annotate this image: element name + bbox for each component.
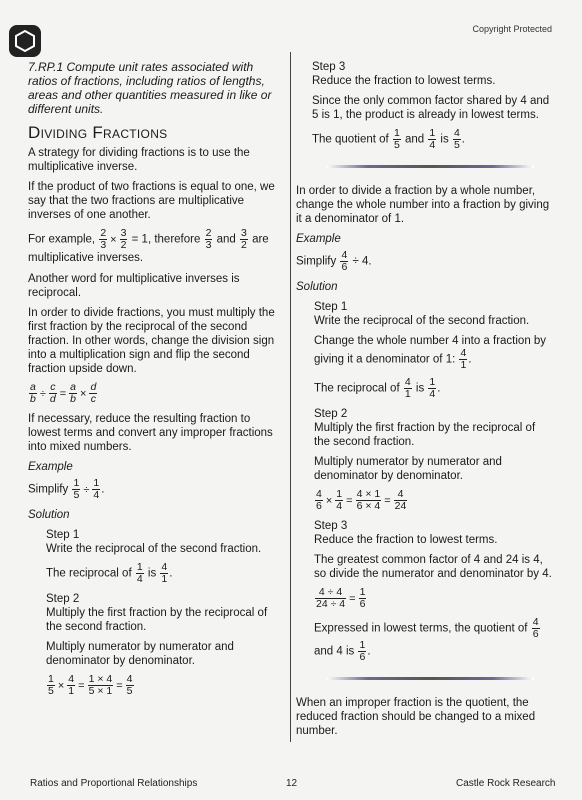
example-problem: Simplify $\frac{4}{6}$ ÷ 4. <box>296 249 372 273</box>
step-text: Write the reciprocal of the second fraction. <box>46 543 262 555</box>
solution-label: Solution <box>28 509 70 521</box>
left-column <box>28 60 278 704</box>
reciprocal-line: The reciprocal of $\frac{1}{4}$ is $\frac{4}{1}$ . <box>46 561 173 585</box>
copyright-notice: Copyright Protected <box>472 24 552 34</box>
final-quotient-line: Expressed in lowest terms, the quotient of $\frac{4}{6}$ and 4 is $\frac{1}{6}$ . <box>314 616 539 663</box>
solution-label: Solution <box>296 281 338 293</box>
footer-publisher: Castle Rock Research <box>456 778 556 789</box>
paragraph: In order to divide fractions, you must multiply the first fraction by the reciprocal of the second fraction. In other words, change the division sign into a multiplication sign and flip the second fraction upside down. <box>28 307 275 375</box>
left-example-continued <box>312 60 554 151</box>
column-divider <box>290 52 291 742</box>
reciprocal-line: The reciprocal of $\frac{4}{1}$ is $\frac{1}{4}$ . <box>314 376 441 400</box>
paragraph: If necessary, reduce the resulting fraction to lowest terms and convert any improper fractions into mixed numbers. <box>28 413 273 453</box>
paragraph: When an improper fraction is the quotient, the reduced fraction should be changed to a mixed number. <box>296 697 536 737</box>
step-text: Write the reciprocal of the second fraction. <box>314 315 530 327</box>
product-line: $\frac{1}{5}$ × $\frac{4}{1}$ = $\frac{1 \times 4}{5 \times 1}$ = $\frac{4}{5}$ <box>48 673 133 697</box>
section-title: Dividing Fractions <box>28 123 168 142</box>
step-title: Step 2 <box>314 408 348 420</box>
whole-number-line: Change the whole number 4 into a fraction by giving it a denominator of 1: $\frac{4}{1}$ . <box>314 335 547 371</box>
solution-steps <box>46 528 278 697</box>
step-title: Step 1 <box>46 529 80 541</box>
section-separator <box>326 677 534 680</box>
paragraph: In order to divide a fraction by a whole number, change the whole number into a fraction by giving it a denominator of 1. <box>296 185 550 225</box>
step-text: Multiply numerator by numerator and denominator by denominator. <box>314 456 502 482</box>
solution-steps <box>314 300 554 663</box>
reduce-line: $\frac{4 \div 4}{24 \div 4}$ = $\frac{1}{6}$ <box>316 586 366 610</box>
footer-unit-title: Ratios and Proportional Relationships <box>30 778 198 789</box>
hexagon-logo-icon <box>8 24 42 58</box>
section-separator <box>326 165 534 168</box>
step-text: Reduce the fraction to lowest terms. <box>312 75 496 87</box>
example-label: Example <box>28 461 73 473</box>
example-problem: Simplify $\frac{1}{5}$ ÷ $\frac{1}{4}$ . <box>28 477 105 501</box>
example-inline: For example, $\frac{2}{3}$ × $\frac{3}{2}$ = 1, therefore $\frac{2}{3}$ and $\frac{3}{2}$ are multiplicative inverses. <box>28 227 269 264</box>
division-rule: $\frac{a}{b}$ ÷ $\frac{c}{d}$ = $\frac{a}{b}$ × $\frac{d}{c}$ <box>30 381 97 405</box>
paragraph: If the product of two fractions is equal to one, we say that the two fractions are multiplicative inverses of one another. <box>28 181 275 221</box>
step-title: Step 3 <box>314 520 348 532</box>
example-label: Example <box>296 233 341 245</box>
step-title: Step 1 <box>314 301 348 313</box>
step-text: Since the only common factor shared by 4 and 5 is 1, the product is already in lowest terms. <box>312 95 550 121</box>
product-line: $\frac{4}{6}$ × $\frac{1}{4}$ = $\frac{4 \times 1}{6 \times 4}$ = $\frac{4}{24}$ <box>316 488 407 512</box>
page-number: 12 <box>286 778 298 789</box>
standard-text: 7.RP.1 Compute unit rates associated with ratios of fractions, including ratios of lengths, areas and other quantities measured in like or different units. <box>28 60 272 116</box>
step-text: The greatest common factor of 4 and 24 is 4, so divide the numerator and denominator by 4. <box>314 554 552 580</box>
step-text: Multiply numerator by numerator and denominator by denominator. <box>46 641 234 667</box>
step-text: Multiply the first fraction by the reciprocal of the second fraction. <box>314 422 536 448</box>
quotient-line: The quotient of $\frac{1}{5}$ and $\frac{1}{4}$ is $\frac{4}{5}$ . <box>312 127 465 151</box>
step-text: Reduce the fraction to lowest terms. <box>314 534 498 546</box>
paragraph: A strategy for dividing fractions is to use the multiplicative inverse. <box>28 147 250 173</box>
step-title: Step 2 <box>46 593 80 605</box>
paragraph: Another word for multiplicative inverses is reciprocal. <box>28 273 240 299</box>
right-column <box>296 60 554 744</box>
step-text: Multiply the first fraction by the reciprocal of the second fraction. <box>46 607 268 633</box>
step-title: Step 3 <box>312 61 346 73</box>
